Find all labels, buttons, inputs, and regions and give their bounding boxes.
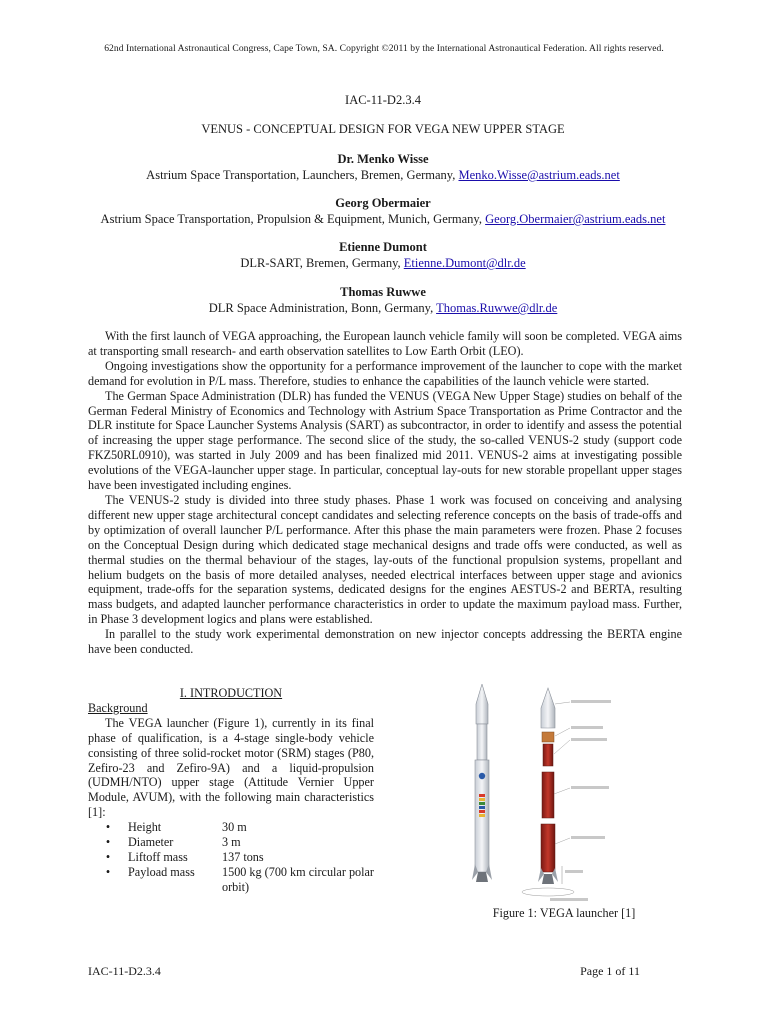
author-block-4 [88, 284, 678, 316]
abstract-paragraph: Ongoing investigations show the opportunity for a performance improvement of the launcher to cope with the market demand for evolution in P/L mass. Therefore, studies to enhance the capabilities of the launch vehicle were started. [88, 358, 682, 388]
spec-list [88, 820, 374, 895]
intro-paragraph: The VEGA launcher (Figure 1), currently in its final phase of qualification, is a 4-stage single-body vehicle consisting of three solid-rocket motor (SRM) stages (P80, Zefiro-23 and Zefiro-9A) and a liquid-propulsion (UDMH/NTO) upper stage (Attitude Vernier Upper Module, AVUM), with the following main characteristics [1]: [88, 715, 374, 820]
author-block-3 [88, 239, 678, 271]
introduction-section [88, 686, 374, 895]
author-block-1 [88, 151, 678, 183]
author-affiliation: DLR-SART, Bremen, Germany, Etienne.Dumont@dlr.de [240, 256, 526, 270]
page-number: Page 1 of 11 [580, 964, 640, 978]
author-name: Thomas Ruwwe [340, 285, 426, 299]
footer-paper-id: IAC-11-D2.3.4 [88, 964, 161, 978]
subsection-title: Background [88, 700, 148, 715]
author-affiliation: Astrium Space Transportation, Propulsion & Equipment, Munich, Germany, Georg.Obermaier@astrium.eads.net [100, 212, 666, 226]
page-header: 62nd International Astronautical Congress, Cape Town, SA. Copyright ©2011 by the International Astronautical Federation. All rights reserved. [104, 43, 664, 54]
author-email-link[interactable]: Menko.Wisse@astrium.eads.net [458, 168, 620, 182]
spec-item: • Payload mass 1500 kg (700 km circular polar orbit) [105, 864, 374, 894]
author-affiliation: Astrium Space Transportation, Launchers, Bremen, Germany, Menko.Wisse@astrium.eads.net [146, 168, 620, 182]
author-email-link[interactable]: Etienne.Dumont@dlr.de [403, 256, 526, 270]
abstract-paragraph: With the first launch of VEGA approaching, the European launch vehicle family will soon be completed. VEGA aims at transporting small research- and earth observation satellites to Low Earth Orbit (LEO). [88, 329, 682, 358]
author-name: Etienne Dumont [339, 240, 427, 254]
assembled-rocket [472, 684, 492, 882]
spec-item: • Liftoff mass 137 tons [105, 849, 264, 864]
author-email-link[interactable]: Thomas.Ruwwe@dlr.de [436, 301, 558, 315]
paper-id: IAC-11-D2.3.4 [345, 93, 421, 107]
author-name: Dr. Menko Wisse [337, 152, 429, 166]
abstract [88, 329, 682, 657]
figure-caption: Figure 1: VEGA launcher [1] [492, 906, 636, 920]
exploded-rocket [522, 688, 611, 901]
spec-item: • Height 30 m [105, 820, 247, 835]
abstract-paragraph: In parallel to the study work experimental demonstration on new injector concepts addressing the BERTA engine have been conducted. [88, 627, 682, 657]
author-affiliation: DLR Space Administration, Bonn, Germany, Thomas.Ruwwe@dlr.de [208, 301, 558, 315]
abstract-paragraph: The VENUS-2 study is divided into three study phases. Phase 1 work was focused on conceiving and analysing different new upper stage architectural concept candidates and selecting reference concepts on the basis of trade-offs and by optimization of overall launcher P/L performance. After this phase the main parameters were frozen. Phase 2 focuses on the Conceptual Design during which dedicated stage mechanical designs and trade offs were conducted, as well as thermal studies on the thermal behaviour of the stages, lay-outs of the functional propulsion systems, propellant and helium budgets on the basis of more detailed analyses, needed electrical interfaces between upper stage and avionics equipment, trade-offs for the separation systems, dedicated designs for the engines AESTUS-2 and BERTA, resulting mass budgets, and adapted launcher performance characteristics in order to update the maximum payload mass. Further, in Phase 3 development logics and plans were established. [88, 492, 682, 627]
author-block-2 [88, 195, 678, 227]
spec-item: • Diameter 3 m [105, 835, 241, 850]
paper-title: VENUS - CONCEPTUAL DESIGN FOR VEGA NEW UPPER STAGE [201, 122, 565, 136]
section-title: I. INTRODUCTION [179, 686, 283, 700]
author-name: Georg Obermaier [335, 196, 431, 210]
author-email-link[interactable]: Georg.Obermaier@astrium.eads.net [485, 212, 666, 226]
vega-launcher-figure [458, 684, 668, 904]
abstract-paragraph: The German Space Administration (DLR) has funded the VENUS (VEGA New Upper Stage) studies on behalf of the German Federal Ministry of Economics and Technology with Astrium Space Transportation as Prime Contractor and the DLR institute for Space Launcher Systems Analysis (SART) as subcontractor, in order to identify and assess the potential of increasing the upper stage performance. The second slice of the study, the so-called VENUS-2 study (support code FKZ50RL0910), was started in July 2009 and has been finalized mid 2011. VENUS-2 aims at investigating possible evolutions of the VEGA-launcher upper stage. In particular, conceptual lay-outs for new storable propellant upper stages have been investigated including engines. [88, 388, 682, 493]
